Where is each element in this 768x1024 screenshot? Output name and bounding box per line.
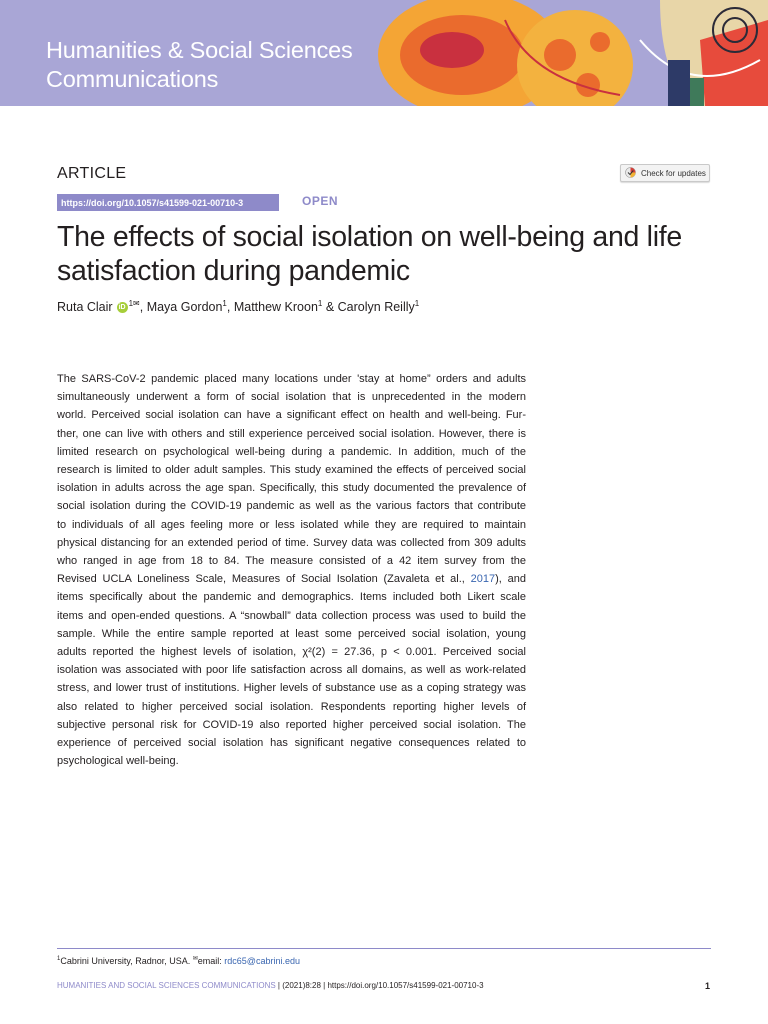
abstract-line: who ranged in age from 18 to 84. The measure consisted of a 42 item survey from the bbox=[57, 555, 526, 568]
abstract-line: social isolation during the COVID-19 pandemic as well as the various factors that contribute bbox=[57, 500, 526, 513]
affiliation-marker: 1 bbox=[128, 299, 134, 308]
abstract-line: world. Perceived social isolation can have a significant effect on health and well-being. Fur- bbox=[57, 409, 526, 422]
crossmark-icon bbox=[625, 167, 636, 180]
author-separator: , bbox=[139, 300, 147, 315]
affiliation-marker: 1 bbox=[317, 299, 323, 308]
abstract-line: also related to higher perceived social isolation. Respondents reporting higher levels of bbox=[57, 700, 526, 713]
abstract bbox=[57, 370, 526, 770]
journal-name-line1: Humanities & Social Sciences bbox=[46, 37, 353, 63]
author-name[interactable]: Matthew Kroon bbox=[233, 300, 318, 315]
article-title bbox=[57, 220, 737, 288]
check-for-updates-label: Check for updates bbox=[641, 168, 706, 178]
abstract-line: stress, and lower trust of institutions. Higher levels of substance use as a coping strategy was bbox=[57, 682, 526, 695]
abstract-line: isolation in adults across the age span. Specifically, this study documented the prevalence of bbox=[57, 482, 526, 495]
author-separator: & bbox=[322, 300, 338, 315]
abstract-line: to individuals of all ages feeling more or less isolated while they are required to maintain bbox=[57, 518, 526, 531]
abstract-line: The SARS-CoV-2 pandemic placed many locations under 'stay at home” orders and adults bbox=[57, 373, 526, 385]
affiliation-marker: 1 bbox=[222, 299, 227, 308]
abstract-line: items and open-ended questions. A “snowball” data collection process was used to build the bbox=[57, 609, 526, 622]
journal-name bbox=[46, 36, 353, 94]
abstract-line: physical distancing for an extended period of time. Survey data was collected from 309 adults bbox=[57, 536, 526, 549]
affiliation-marker: 1 bbox=[57, 956, 61, 962]
mail-icon: ✉ bbox=[192, 956, 198, 962]
abstract-line: items specifically about the pandemic and demographics. Items included both Likert scale bbox=[57, 591, 526, 604]
orcid-icon[interactable]: iD bbox=[118, 304, 126, 312]
page-number: 1 bbox=[705, 981, 711, 991]
abstract-line: adults reported the highest levels of isolation, χ²(2) = 27.36, p < 0.001. Perceived social bbox=[57, 646, 526, 659]
abstract-line: subjective personal risk for COVID-19 also reported higher perceived social isolation. The bbox=[57, 718, 526, 731]
abstract-line: research is limited to older adult samples. This study examined the effects of perceived social bbox=[57, 464, 526, 477]
running-footer bbox=[57, 981, 484, 990]
article-title-line2: satisfaction during pandemic bbox=[57, 255, 410, 287]
article-title-line1: The effects of social isolation on well-being and life bbox=[57, 221, 682, 253]
open-access-label: OPEN bbox=[302, 194, 339, 208]
citation-text: ), and bbox=[495, 573, 526, 586]
article-type-label: ARTICLE bbox=[57, 165, 127, 182]
doi-link[interactable]: https://doi.org/10.1057/s41599-021-00710-3 bbox=[57, 194, 279, 211]
abstract-line-with-citation bbox=[57, 570, 526, 588]
citation-year-link[interactable]: 2017 bbox=[470, 573, 496, 586]
affiliation-text: Cabrini University, Radnor, USA. bbox=[60, 956, 191, 966]
abstract-line: isolation was associated with poor life satisfaction across all domains, as well as work-related bbox=[57, 664, 526, 677]
check-for-updates-button[interactable] bbox=[620, 164, 710, 182]
mail-icon[interactable]: ✉ bbox=[133, 299, 140, 308]
author-list bbox=[57, 299, 419, 314]
journal-banner bbox=[0, 0, 768, 106]
abstract-line: sample. While the entire sample reported at least some perceived social isolation, young bbox=[57, 627, 526, 640]
journal-name-line2: Communications bbox=[46, 66, 219, 92]
abstract-line: experience of perceived social isolation has significant negative consequences related to bbox=[57, 737, 526, 750]
abstract-line: limited research on psychological well-being during a pandemic. In addition, much of the bbox=[57, 445, 526, 458]
abstract-line: ther, one can live with others and still experience perceived social isolation. However, there is bbox=[57, 427, 526, 440]
affiliation-marker: 1 bbox=[414, 299, 420, 308]
abstract-line: simultaneously underwent a form of social isolation that is unprecedented in the modern bbox=[57, 391, 526, 404]
email-link[interactable]: rdc65@cabrini.edu bbox=[224, 956, 300, 966]
author-name[interactable]: Ruta Clair bbox=[57, 300, 113, 315]
footer-citation: | (2021)8:28 | https://doi.org/10.1057/s41599-021-00710-3 bbox=[275, 981, 484, 990]
email-label: email: bbox=[197, 956, 225, 966]
footer-journal-name[interactable]: HUMANITIES AND SOCIAL SCIENCES COMMUNICATIONS bbox=[57, 981, 276, 990]
author-name[interactable]: Carolyn Reilly bbox=[337, 300, 415, 315]
abstract-line: psychological well-being. bbox=[57, 755, 179, 768]
author-separator: , bbox=[226, 300, 234, 315]
author-name[interactable]: Maya Gordon bbox=[146, 300, 223, 315]
citation-text: Revised UCLA Loneliness Scale, Measures of Social Isolation (Zavaleta et al., bbox=[57, 573, 471, 586]
footnote-divider bbox=[57, 948, 711, 949]
affiliation-footnote bbox=[57, 955, 300, 966]
